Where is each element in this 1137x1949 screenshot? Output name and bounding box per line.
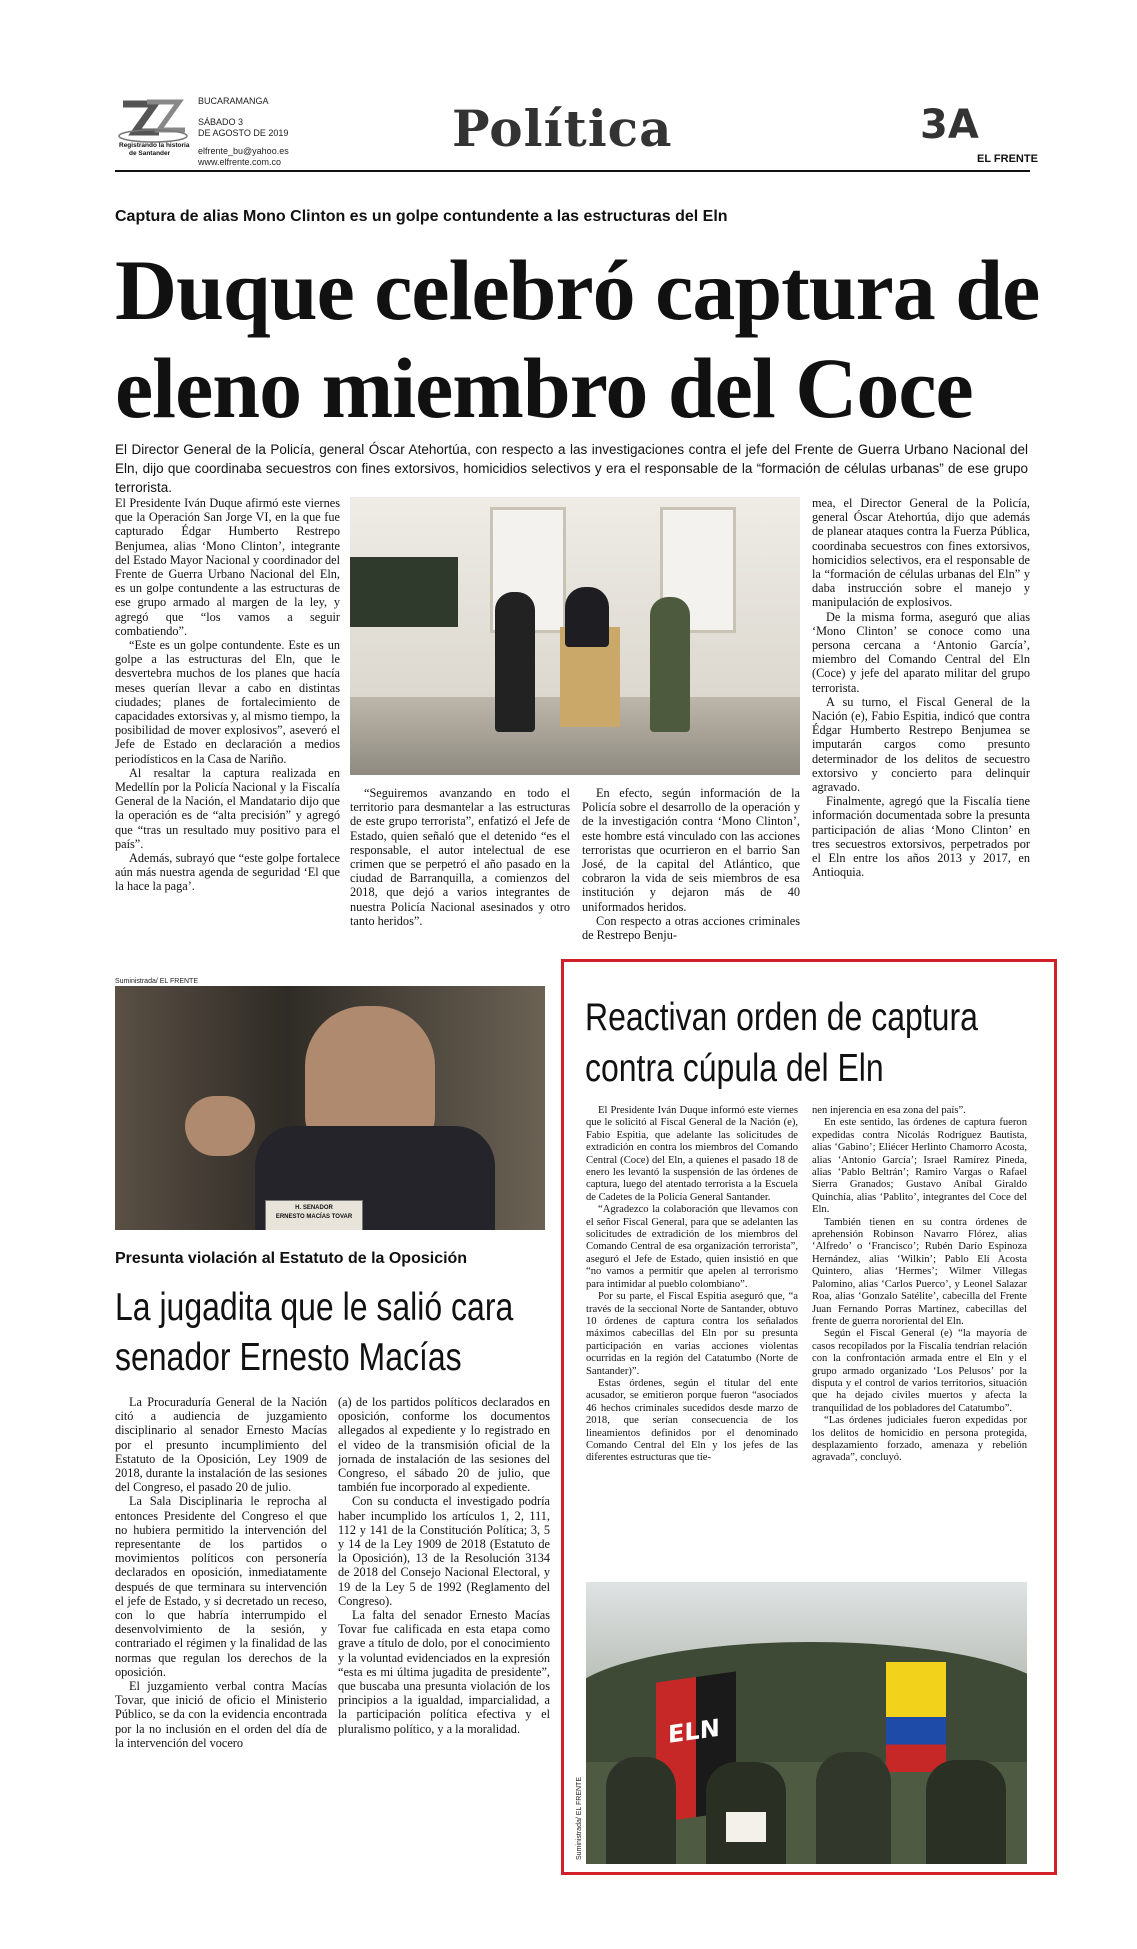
photo-hand xyxy=(185,1096,255,1156)
third-col2-p2: En este sentido, las órdenes de captura fueron expedidas contra Nicolás Rodríguez Bautista, alias ‘Gabino’; Eliécer Herlinto Chamorro Acosta, alias ‘Antonio García’; Israel Ramírez Pineda, alias ‘Pablo Beltrán’; Ramiro Vargas o Rafael Sierra Granados; Gustavo Aníbal Giraldo Quinchía, alias ‘Pablito’, integrantes del Coce del Eln. xyxy=(812,1117,1027,1216)
third-col2-p5: “Las órdenes judiciales fueron expedidas por los delitos de homicidio en persona protegida, desplazamiento forzado, amenaza y rebelión agravada”, concluyó. xyxy=(812,1415,1027,1464)
masthead-rule xyxy=(115,170,1030,172)
third-headline-line-2: contra cúpula del Eln xyxy=(585,1047,884,1090)
third-col1-p2: “Agradezco la colaboración que llevamos con el señor Fiscal General, para que se adelanten las solicitudes de extradición de los miembros del Comando Central de esa organización terrorista”, aseguró el Jefe de Estado, quien insistió en que “no vamos a permitir que apelen al terrorismo para intimidar al pueblo colombiano”. xyxy=(586,1204,798,1290)
main-col1-p3: Al resaltar la captura realizada en Medellín por la Policía Nacional y la Fiscalía General de la Nación, el Mandatario dijo que la operación es de “alta precisión” y agregó que “tras un resultado muy positivo para el país”. xyxy=(115,765,340,851)
third-col-2 xyxy=(812,1105,1027,1570)
main-col1-p4: Además, subrayó que “este golpe fortalece aún más nuestra agenda de seguridad ‘El que la hace la paga’. xyxy=(115,851,340,894)
main-col-3 xyxy=(582,786,800,958)
photo-person xyxy=(650,597,690,732)
third-col1-p4: Estas órdenes, según el titular del ente acusador, se emitieron porque fueron “asociados 46 hechos criminales sucedidos desde marzo de 2018, que serían consecuencia de los lineamientos definidos por el denominado Comando Central del Eln y los jefes de las diferentes estructuras que tie- xyxy=(586,1377,798,1464)
main-col1-p1: El Presidente Iván Duque afirmó este viernes que la Operación San Jorge VI, en la que fue capturado Édgar Humberto Restrepo Benjumea, alias ‘Mono Clinton’, integrante del Estado Mayor Nacional y coordinador del Frente de Guerra Urbano Nacional del Eln, es un golpe contundente a las estructuras de ese grupo armado al margen de la ley, y agregó que “los vamos a seguir combatiendo”. xyxy=(115,496,340,638)
main-headline-line-1: Duque celebró captura de xyxy=(115,242,1040,338)
masthead xyxy=(0,0,1137,167)
masthead-city: BUCARAMANGA xyxy=(198,96,269,106)
photo-person xyxy=(495,592,535,732)
logo-tagline-2: de Santander xyxy=(129,150,171,157)
main-col-2 xyxy=(350,786,570,958)
main-kicker: Captura de alias Mono Clinton es un golpe contundente a las estructuras del Eln xyxy=(115,208,728,225)
third-headline-line-1: Reactivan orden de captura xyxy=(585,996,978,1039)
photo-person xyxy=(606,1757,676,1864)
second-col-1 xyxy=(115,1395,327,1865)
section-title: Política xyxy=(452,99,673,158)
third-col-1 xyxy=(586,1105,798,1570)
second-kicker: Presunta violación al Estatuto de la Oposición xyxy=(115,1250,468,1267)
second-headline-line-2: senador Ernesto Macías xyxy=(115,1336,462,1379)
second-col2-p2: Con su conducta el investigado podría haber incumplido los artículos 1, 2, 111, 112 y 141 de la Constitución Política; 3, 5 y 14 de la Ley 1909 de 2018 (Estatuto de la Oposición), 13 de la Resolución 3134 de 2018 del Consejo Nacional Electoral, y 19 de la Ley 5 de 1992 (Reglamento del Congreso). xyxy=(338,1494,550,1608)
main-col4-p4: Finalmente, agregó que la Fiscalía tiene información documentada sobre la presunta participación de alias ‘Mono Clinton’ en tres secuestros extorsivos, perpetrados por el Eln entre los años 2013 y 2017, en Antioquia. xyxy=(812,794,1030,880)
logo-tagline-1: Registrando la historia xyxy=(119,142,190,149)
main-lede: El Director General de la Policía, general Óscar Atehortúa, con respecto a las investigaciones contra el jefe del Frente de Guerra Urbano Nacional del Eln, dijo que coordinaba secuestros con fines extorsivos, homicidios selectivos y era el responsable de la “formación de células urbanas” de ese grupo terrorista. xyxy=(115,442,1028,495)
senator-nameplate xyxy=(265,1200,363,1230)
third-col2-p4: Según el Fiscal General (e) “la mayoría de casos recopilados por la Fiscalía tendrían relación con la confrontación armada entre el Eln y el grupo armado organizado ‘Los Pelusos’ por la disputa y el control de varios territorios, situación que ha dejado civiles muertos y afecta la tranquilidad de los pobladores del Catatumbo”. xyxy=(812,1328,1027,1414)
photo-hills xyxy=(586,1642,1027,1762)
third-col1-p1: El Presidente Iván Duque informó este viernes que le solicitó al Fiscal General de la Nación (e), Fabio Espitia, que adelante las solicitudes de extradición en contra los miembros del Comando Central (Coce) del Eln, a quienes el pasado 18 de enero les levantó la suspensión de las órdenes de captura, luego del atentado terrorista a la Escuela de Cadetes de la Policía General Santander. xyxy=(586,1105,798,1203)
main-photo xyxy=(350,497,800,775)
third-col1-p3: Por su parte, el Fiscal Espitia aseguró que, “a través de la seccional Norte de Santander, obtuvo 10 órdenes de captura contra los señalados máximos cabecillas del Eln por su presunta participación en varias acciones violentas ocurridas en la región del Catatumbo (Norte de Santander)”. xyxy=(586,1291,798,1377)
eln-flag-text: ELN xyxy=(668,1713,720,1749)
second-col2-p3: La falta del senador Ernesto Macías Tovar fue calificada en esta etapa como grave a título de dolo, por el conocimiento y la voluntad evidenciados en la expresión “esta es mi última jugadita de presidente”, que buscaba una presunta violación de los principios a la igualdad, imparcialidad, a la participación política efectiva y el pluralismo político, y a la moralidad. xyxy=(338,1608,550,1736)
nameplate-line-1: H. SENADOR xyxy=(295,1205,333,1211)
senator-photo xyxy=(115,986,545,1230)
page-number: 3A xyxy=(920,102,979,148)
nameplate-line-2: ERNESTO MACÍAS TOVAR xyxy=(275,1214,353,1220)
main-col4-p1: mea, el Director General de la Policía, general Óscar Atehortúa, dijo que además de planear ataques contra la Fuerza Pública, coordinaba secuestros con fines extorsivos, homicidios selectivos, era el responsable de la “formación de células urbanas del Eln” y daba instrucción sobre el manejo y manipulación de explosivos. xyxy=(812,496,1030,610)
newspaper-logo xyxy=(115,96,193,162)
photo-paper xyxy=(726,1812,766,1842)
main-col4-p2: De la misma forma, aseguró que alias ‘Mono Clinton’ se conoce como una persona cercana a ‘Antonio García’, miembro del Comando Central del Eln (Coce) y jefe del aparato militar del grupo terrorista. xyxy=(812,609,1030,695)
photo-person xyxy=(565,587,609,647)
second-col1-p3: El juzgamiento verbal contra Macías Tovar, que inició de oficio el Ministerio Público, se da con la evidencia encontrada por la no inclusión en el orden del día de la intervención del vocero xyxy=(115,1679,327,1750)
third-col2-p1: nen injerencia en esa zona del país”. xyxy=(812,1105,966,1116)
second-col1-p2: La Sala Disciplinaria le reprocha al entonces Presidente del Congreso el que no hubiera permitido la intervención del representante de los partidos o movimientos políticos con personería declarados en oposición, inmediatamente después de que terminara su intervención el jefe de Estado, y si decretado un receso, con lo que habría interrumpido el desenvolvimiento de la sesión, y contrariado el régimen y la finalidad de las normas que regulan los derechos de la oposición. xyxy=(115,1494,327,1679)
second-headline-line-1: La jugadita que le salió cara xyxy=(115,1286,514,1329)
main-col4-p3: A su turno, el Fiscal General de la Nación (e), Fabio Espitia, indicó que contra Édgar Humberto Restrepo Benjumea se imputarán cargos como presunto determinador de los delitos de secuestro extorsivo y concierto para delinquir agravado. xyxy=(812,694,1030,795)
main-col-1 xyxy=(115,496,340,958)
logo-mark-icon xyxy=(115,96,193,144)
senator-photo-credit: Suministrada/ EL FRENTE xyxy=(115,978,198,985)
main-col1-p2: “Este es un golpe contundente. Este es un golpe a las estructuras del Eln, que le desvertebra muchos de los planes que hacía meses querían llevar a cabo en distintas ciudades; planes de fortalecimiento de capacidades extorsivas y, al mismo tiempo, la posibilidad de mover explosivos”, aseveró el Jefe de Estado en declaración a medios periodísticos en la Casa de Nariño. xyxy=(115,638,340,766)
photo-person xyxy=(926,1760,1006,1864)
main-col3-p2: Con respecto a otras acciones criminales de Restrepo Benju- xyxy=(582,913,800,943)
photo-person xyxy=(816,1752,891,1864)
main-col2-p1: “Seguiremos avanzando en todo el territorio para desmantelar a las estructuras de este grupo terrorista”, enfatizó el Jefe de Estado, quien señaló que el detenido “es el responsable, el autor intelectual de ese crimen que se perpetró el año pasado en la ciudad de Barranquilla, a comienzos del 2018, que dejó a varios integrantes de nuestra Policía Nacional asesinados y otro tanto heridos”. xyxy=(350,786,570,928)
masthead-website[interactable]: www.elfrente.com.co xyxy=(198,157,282,167)
photo-screen xyxy=(350,557,458,627)
eln-photo xyxy=(586,1582,1027,1864)
colombia-flag xyxy=(886,1662,946,1772)
second-col2-p1: (a) de los partidos políticos declarados en oposición, conforme los documentos allegados al expediente y lo registrado en el video de la transmisión oficial de la jornada de instalación de las sesiones del Congreso, el sábado 20 de julio, que también fue incorporado al expediente. xyxy=(338,1395,550,1495)
eln-photo-credit: Suministrada/ EL FRENTE xyxy=(576,1777,583,1860)
masthead-email[interactable]: elfrente_bu@yahoo.es xyxy=(198,146,289,156)
masthead-date-1: SÁBADO 3 xyxy=(198,117,244,127)
brand-name: EL FRENTE xyxy=(977,153,1038,165)
main-col-4 xyxy=(812,496,1030,958)
main-col3-p1: En efecto, según información de la Policía sobre el desarrollo de la operación y de la investigación contra ‘Mono Clinton’, este hombre está vinculado con las acciones terroristas que ocurrieron en el barrio San José, de la capital del Atlántico, que cobraron la vida de seis miembros de esa institución y dejaron más de 40 uniformados heridos. xyxy=(582,786,800,914)
second-col-2 xyxy=(338,1395,550,1865)
main-headline-line-2: eleno miembro del Coce xyxy=(115,340,973,436)
second-col1-p1: La Procuraduría General de la Nación citó a audiencia de juzgamiento disciplinario al senador Ernesto Macías por el presunto incumplimiento del Estatuto de la Oposición, Ley 1909 de 2018, durante la instalación de las sesiones del Congreso, el pasado 20 de julio. xyxy=(115,1395,327,1495)
masthead-date-2: DE AGOSTO DE 2019 xyxy=(198,128,289,138)
third-col2-p3: También tienen en su contra órdenes de aprehensión Robinson Navarro Flórez, alias ‘Alfredo’ o ‘Francisco’; Rubén Darío Espinoza Hernández, alias ‘Wilkin’; Pablo Elí Acosta Quintero, alias ‘Hermes’; Wilmer Villegas Palomino, alias ‘Carlos Puerco’, y Leonel Salazar Roa, alias ‘Gonzalo Satélite’, cabecilla del Frente Juan Fernando Porras Martínez, cabecillas del frente de guerra nororiental del Eln. xyxy=(812,1216,1027,1327)
